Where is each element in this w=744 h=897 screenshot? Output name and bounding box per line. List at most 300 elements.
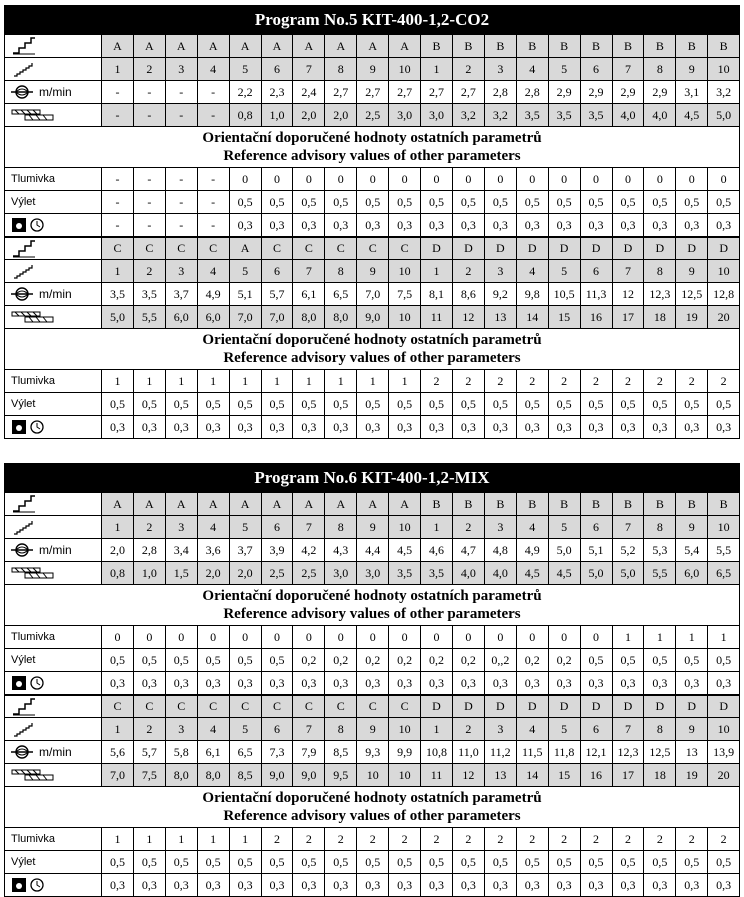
letters-cell: A [356,34,388,57]
tlumivka-cell: 0 [612,167,644,190]
advisory-title-en: Reference advisory values of other parameters [223,350,521,366]
letters-cell: C [324,236,356,259]
time-cell: 0,3 [165,415,197,438]
time-cell: 0,3 [197,671,229,694]
time-row [5,415,739,438]
letters-cell: A [197,34,229,57]
speed-cell: 5,3 [643,538,675,561]
vylet-cell: 0,5 [197,392,229,415]
time-cell: 0,3 [484,671,516,694]
wire-feed-icon [11,744,33,760]
time-cell: 0,3 [420,213,452,236]
time-cell: 0,3 [261,873,293,896]
vylet-row [5,190,739,213]
tlumivka-row-header: Tlumivka [5,625,101,648]
letters-cell: C [324,694,356,717]
numbers-cell: 2 [452,515,484,538]
numbers-cell: 4 [197,515,229,538]
numbers-cell: 10 [707,259,739,282]
time-cell: 0,3 [356,415,388,438]
tlumivka-row [5,827,739,850]
vylet-cell: 0,5 [612,648,644,671]
letters-cell: D [548,236,580,259]
speed-cell: 4,9 [197,282,229,305]
numbers-cell: 5 [548,717,580,740]
speed-cell: 9,3 [356,740,388,763]
speed-cell: 6,1 [197,740,229,763]
thickness-cell: 19 [675,305,707,328]
tlumivka-cell: 1 [707,625,739,648]
tlumivka-cell: 0 [484,625,516,648]
tlumivka-row-header: Tlumivka [5,827,101,850]
tlumivka-cell: 0 [292,625,324,648]
thickness-cell: 18 [643,305,675,328]
tlumivka-cell: 1 [292,369,324,392]
numbers-cell: 9 [675,259,707,282]
time-cell: 0,3 [548,415,580,438]
numbers-cell: 4 [516,515,548,538]
numbers-cell: 9 [356,259,388,282]
thickness-cell: 5,0 [707,103,739,126]
time-cell: 0,3 [356,873,388,896]
numbers-cell: 7 [292,57,324,80]
numbers-cell: 2 [133,57,165,80]
speed-cell: 9,2 [484,282,516,305]
time-cell: 0,3 [580,415,612,438]
thickness-cell: 3,5 [388,561,420,584]
thickness-cell: 3,5 [420,561,452,584]
tlumivka-cell: 1 [612,625,644,648]
thickness-cell: 4,0 [612,103,644,126]
numbers-cell: 7 [292,515,324,538]
letters-cell: D [580,694,612,717]
thickness-cell: 4,0 [484,561,516,584]
time-cell: 0,3 [229,671,261,694]
time-cell: 0,3 [229,873,261,896]
speed-cell: 6,5 [229,740,261,763]
thickness-cell: 13 [484,305,516,328]
vylet-cell: 0,2 [548,648,580,671]
letters-row [5,34,739,57]
numbers-cell: 6 [580,515,612,538]
speed-cell: 8,1 [420,282,452,305]
thickness-cell: 4,0 [452,561,484,584]
speed-cell: 2,7 [452,80,484,103]
tlumivka-cell: 2 [516,827,548,850]
thickness-cell: 17 [612,305,644,328]
letters-cell: A [133,492,165,515]
tlumivka-row [5,625,739,648]
tlumivka-row [5,369,739,392]
tlumivka-cell: 0 [452,625,484,648]
advisory-title-en: Reference advisory values of other parameters [223,606,521,622]
thickness-cell: 20 [707,763,739,786]
tlumivka-cell: 2 [707,369,739,392]
advisory-section-title [5,786,739,827]
thickness-cell: 9,0 [292,763,324,786]
letters-cell: C [197,236,229,259]
thickness-cell: 8,5 [229,763,261,786]
tlumivka-cell: 1 [388,369,420,392]
speed-cell: 12 [612,282,644,305]
vylet-cell: 0,2 [452,648,484,671]
vylet-cell: 0,5 [452,392,484,415]
numbers-cell: 8 [643,57,675,80]
material-thickness-icon [11,310,55,324]
letters-cell: B [484,492,516,515]
speed-cell: 3,7 [229,538,261,561]
letters-cell: A [324,34,356,57]
thickness-cell: 3,5 [548,103,580,126]
numbers-cell: 4 [516,57,548,80]
tlumivka-cell: 2 [420,369,452,392]
letters-cell: C [133,694,165,717]
thickness-cell: 1,5 [165,561,197,584]
numbers-cell: 2 [452,259,484,282]
letters-cell: D [420,694,452,717]
thickness-cell: 20 [707,305,739,328]
time-row-header [5,671,101,694]
numbers-cell: 1 [101,259,133,282]
numbers-row [5,57,739,80]
thickness-cell: 2,5 [261,561,293,584]
time-cell: 0,3 [292,873,324,896]
letters-row [5,236,739,259]
numbers-cell: 10 [388,515,420,538]
thickness-cell: - [197,103,229,126]
vylet-row-header: Výlet [5,648,101,671]
thickness-cell: 0,8 [101,561,133,584]
vylet-cell: 0,5 [548,392,580,415]
vylet-cell: 0,5 [612,190,644,213]
letters-cell: B [484,34,516,57]
letters-cell: A [133,34,165,57]
numbers-cell: 6 [261,717,293,740]
voltage-step-icon [11,60,37,78]
vylet-cell: 0,5 [675,648,707,671]
numbers-cell: 2 [133,259,165,282]
speed-cell: 9,8 [516,282,548,305]
numbers-cell: 2 [133,515,165,538]
letters-cell: A [101,34,133,57]
numbers-cell: 10 [388,717,420,740]
speed-cell: 2,8 [516,80,548,103]
vylet-cell: - [165,190,197,213]
numbers-cell: 1 [420,57,452,80]
numbers-cell: 3 [165,717,197,740]
speed-cell: 3,1 [675,80,707,103]
letters-cell: B [580,34,612,57]
advisory-title-cz: Orientační doporučené hodnoty ostatních parametrů [202,588,542,604]
thickness-cell: 4,5 [516,561,548,584]
thickness-row-header [5,763,101,786]
vylet-cell: 0,5 [643,190,675,213]
time-cell: 0,3 [165,873,197,896]
vylet-cell: 0,5 [643,392,675,415]
speed-cell: 4,3 [324,538,356,561]
tlumivka-cell: 1 [229,369,261,392]
time-cell: 0,3 [261,415,293,438]
letters-cell: A [356,492,388,515]
thickness-cell: - [133,103,165,126]
numbers-cell: 5 [229,259,261,282]
vylet-cell: 0,5 [484,190,516,213]
tlumivka-cell: 0 [420,625,452,648]
numbers-cell: 10 [707,57,739,80]
numbers-cell: 4 [197,57,229,80]
letters-cell: B [420,34,452,57]
vylet-cell: 0,5 [707,392,739,415]
time-cell: 0,3 [675,213,707,236]
thickness-cell: 12 [452,305,484,328]
speed-cell: 7,3 [261,740,293,763]
program-table [4,463,740,897]
vylet-cell: 0,5 [133,648,165,671]
vylet-cell: 0,5 [675,392,707,415]
time-row-header [5,213,101,236]
numbers-cell: 6 [580,717,612,740]
vylet-cell: 0,5 [165,648,197,671]
tlumivka-cell: 1 [165,369,197,392]
numbers-cell: 4 [516,717,548,740]
vylet-cell: 0,5 [101,850,133,873]
time-cell: 0,3 [292,213,324,236]
tlumivka-cell: 0 [548,167,580,190]
speed-cell: 4,9 [516,538,548,561]
tlumivka-cell: 1 [324,369,356,392]
numbers-cell: 1 [101,515,133,538]
unit-label: m/min [39,85,72,99]
tlumivka-cell: 0 [388,167,420,190]
vylet-row [5,850,739,873]
tlumivka-cell: 1 [101,369,133,392]
vylet-cell: 0,5 [101,648,133,671]
letters-cell: D [484,236,516,259]
speed-cell: 4,8 [484,538,516,561]
numbers-cell: 8 [324,515,356,538]
speed-cell: 3,2 [707,80,739,103]
vylet-cell: 0,5 [229,850,261,873]
time-cell: 0,3 [197,415,229,438]
vylet-cell: 0,5 [675,850,707,873]
speed-cell: 4,5 [388,538,420,561]
numbers-cell: 8 [643,717,675,740]
tlumivka-cell: 2 [292,827,324,850]
letters-cell: C [165,236,197,259]
vylet-cell: 0,5 [324,190,356,213]
speed-cell: 6,5 [324,282,356,305]
thickness-cell: 14 [516,305,548,328]
numbers-cell: 4 [197,259,229,282]
speed-cell: 5,6 [101,740,133,763]
advisory-title-en: Reference advisory values of other parameters [223,148,521,164]
speed-cell: 5,2 [612,538,644,561]
letters-cell: D [707,236,739,259]
numbers-cell: 1 [420,515,452,538]
tlumivka-cell: 0 [197,625,229,648]
speed-cell: 11,0 [452,740,484,763]
thickness-cell: 3,0 [388,103,420,126]
tlumivka-cell: 0 [675,167,707,190]
tlumivka-cell: 2 [548,369,580,392]
material-thickness-icon [11,768,55,782]
vylet-cell: 0,5 [643,648,675,671]
speed-cell: 2,2 [229,80,261,103]
numbers-cell: 8 [643,515,675,538]
letters-row-header [5,694,101,717]
speed-cell: 2,9 [580,80,612,103]
letters-cell: C [388,694,420,717]
speed-cell: 5,7 [133,740,165,763]
numbers-row-header [5,515,101,538]
tlumivka-row-header: Tlumivka [5,167,101,190]
time-cell: 0,3 [612,671,644,694]
thickness-cell: 11 [420,305,452,328]
speed-cell: - [165,80,197,103]
numbers-cell: 6 [580,57,612,80]
tlumivka-cell: 1 [165,827,197,850]
time-cell: 0,3 [229,415,261,438]
vylet-cell: 0,5 [133,392,165,415]
thickness-cell: 3,0 [324,561,356,584]
thickness-cell: 3,0 [356,561,388,584]
thickness-cell: 16 [580,763,612,786]
speed-cell: 2,9 [548,80,580,103]
vylet-cell: 0,,2 [484,648,516,671]
letters-cell: D [516,694,548,717]
speed-cell: 3,9 [261,538,293,561]
speed-cell: 7,0 [356,282,388,305]
speed-cell: 5,1 [229,282,261,305]
material-thickness-icon [11,108,55,122]
speed-cell: 5,4 [675,538,707,561]
numbers-cell: 3 [484,717,516,740]
thickness-row-header [5,305,101,328]
numbers-cell: 2 [452,57,484,80]
speed-cell: 12,5 [675,282,707,305]
letters-cell: B [612,34,644,57]
tlumivka-cell: 0 [229,167,261,190]
letters-cell: B [707,34,739,57]
vylet-cell: - [197,190,229,213]
speed-cell: 2,7 [324,80,356,103]
tlumivka-cell: 1 [133,827,165,850]
thickness-cell: 3,5 [580,103,612,126]
thickness-cell: 9,0 [261,763,293,786]
tlumivka-cell: - [101,167,133,190]
thickness-cell: 9,0 [356,305,388,328]
vylet-cell: 0,5 [548,190,580,213]
thickness-cell: 7,0 [229,305,261,328]
vylet-cell: 0,5 [452,190,484,213]
time-cell: 0,3 [675,671,707,694]
letters-cell: C [165,694,197,717]
thickness-cell: 5,0 [580,561,612,584]
time-cell: 0,3 [516,671,548,694]
vylet-row [5,648,739,671]
time-cell: 0,3 [261,671,293,694]
thickness-cell: 3,0 [420,103,452,126]
vylet-cell: 0,5 [261,190,293,213]
vylet-cell: 0,5 [229,392,261,415]
vylet-cell: 0,2 [516,648,548,671]
letters-cell: C [292,236,324,259]
unit-label: m/min [39,745,72,759]
vylet-row-header: Výlet [5,392,101,415]
vylet-cell: 0,5 [580,190,612,213]
thickness-cell: 10 [388,305,420,328]
vylet-cell: 0,5 [165,850,197,873]
letters-cell: A [261,34,293,57]
thickness-cell: 6,0 [197,305,229,328]
speed-row [5,740,739,763]
tlumivka-cell: 1 [197,827,229,850]
thickness-cell: 8,0 [324,305,356,328]
numbers-cell: 7 [292,717,324,740]
wire-feed-icon [11,542,33,558]
numbers-cell: 1 [420,259,452,282]
thickness-row [5,305,739,328]
numbers-cell: 9 [356,717,388,740]
tlumivka-cell: 0 [388,625,420,648]
advisory-title-en: Reference advisory values of other parameters [223,808,521,824]
thickness-cell: 0,8 [229,103,261,126]
thickness-cell: 15 [548,763,580,786]
speed-cell: 2,0 [101,538,133,561]
speed-row [5,538,739,561]
advisory-title-cz: Orientační doporučené hodnoty ostatních parametrů [202,332,542,348]
numbers-cell: 1 [420,717,452,740]
vylet-cell: 0,5 [229,190,261,213]
tlumivka-cell: 0 [165,625,197,648]
time-cell: 0,3 [516,213,548,236]
time-cell: 0,3 [452,213,484,236]
numbers-cell: 10 [388,57,420,80]
letters-cell: A [229,236,261,259]
thickness-cell: - [165,103,197,126]
letters-row [5,694,739,717]
time-cell: 0,3 [388,873,420,896]
letters-cell: D [612,694,644,717]
voltage-step-icon [11,262,37,280]
letters-cell: A [388,34,420,57]
speed-cell: 7,9 [292,740,324,763]
speed-cell: - [133,80,165,103]
numbers-cell: 9 [675,515,707,538]
speed-cell: 2,7 [388,80,420,103]
time-cell: 0,3 [324,415,356,438]
tlumivka-cell: 1 [261,369,293,392]
numbers-cell: 7 [612,515,644,538]
time-cell: 0,3 [707,415,739,438]
letters-cell: C [229,694,261,717]
time-row [5,213,739,236]
tlumivka-cell: - [133,167,165,190]
tlumivka-cell: 2 [484,827,516,850]
tlumivka-cell: 0 [516,625,548,648]
numbers-cell: 6 [261,259,293,282]
numbers-cell: 5 [548,515,580,538]
thickness-cell: 3,2 [452,103,484,126]
thickness-cell: 5,0 [612,561,644,584]
voltage-step-icon [11,720,37,738]
time-cell: 0,3 [388,415,420,438]
numbers-cell: 7 [612,717,644,740]
speed-cell: 2,9 [643,80,675,103]
numbers-cell: 8 [643,259,675,282]
thickness-cell: 2,0 [292,103,324,126]
letters-cell: A [229,492,261,515]
